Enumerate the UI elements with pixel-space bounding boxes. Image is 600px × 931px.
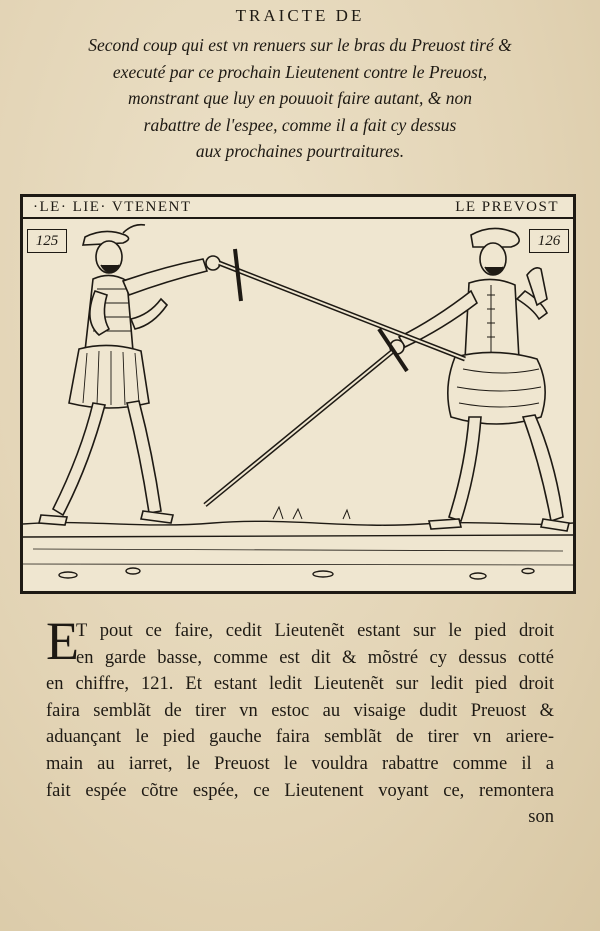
fencers-illustration [23, 219, 573, 591]
plate-caption [60, 32, 540, 165]
crossed-swords [205, 249, 465, 505]
caption-line: aux prochaines pourtraitures. [195, 141, 405, 161]
text-line: fait espée cõtre espée, ce Lieutenent voyant ce, remontera [46, 780, 554, 801]
caption-line: executé par ce prochain Lieutenent contre le Preuost, [112, 61, 488, 82]
label-lieutenent: ·LE· LIE· VTENENT [33, 199, 192, 215]
prevost-figure [390, 228, 569, 531]
woodcut-plate [20, 194, 576, 594]
text-line: T pout ce faire, cedit Lieutenẽt estant sur le pied droit [76, 621, 554, 641]
caption-line: monstrant que luy en pouuoit faire autant, & non [128, 88, 472, 108]
plate-header [23, 197, 573, 219]
drop-cap: E [46, 611, 79, 671]
running-head: TRAICTE DE [235, 6, 365, 25]
figure-number-left: 125 [27, 229, 67, 253]
caption-line: rabattre de l'espee, comme il a fait cy dessus [143, 114, 457, 135]
text-line: main au iarret, le Preuost le vouldra rabattre comme il a [46, 753, 554, 774]
lieutenent-figure [39, 225, 220, 525]
text-line: en garde basse, comme est dit & mõstré cy dessus cotté [76, 647, 554, 668]
text-line: aduançant le pied gauche faira semblãt de tirer vn ariere- [46, 727, 554, 748]
text-line: en chiffre, 121. Et estant ledit Lieutenẽt sur ledit pied droit [46, 674, 554, 695]
figure-number-right: 126 [529, 229, 569, 253]
label-prevost: LE PREVOST [455, 199, 559, 215]
ground [23, 507, 573, 579]
caption-line: Second coup qui est vn renuers sur le bras du Preuost tiré & [88, 35, 512, 55]
body-text [46, 611, 554, 831]
catchword: son [528, 807, 554, 828]
text-line: faira semblãt de tirer vn estoc au visaige dudit Preuost & [46, 700, 554, 721]
